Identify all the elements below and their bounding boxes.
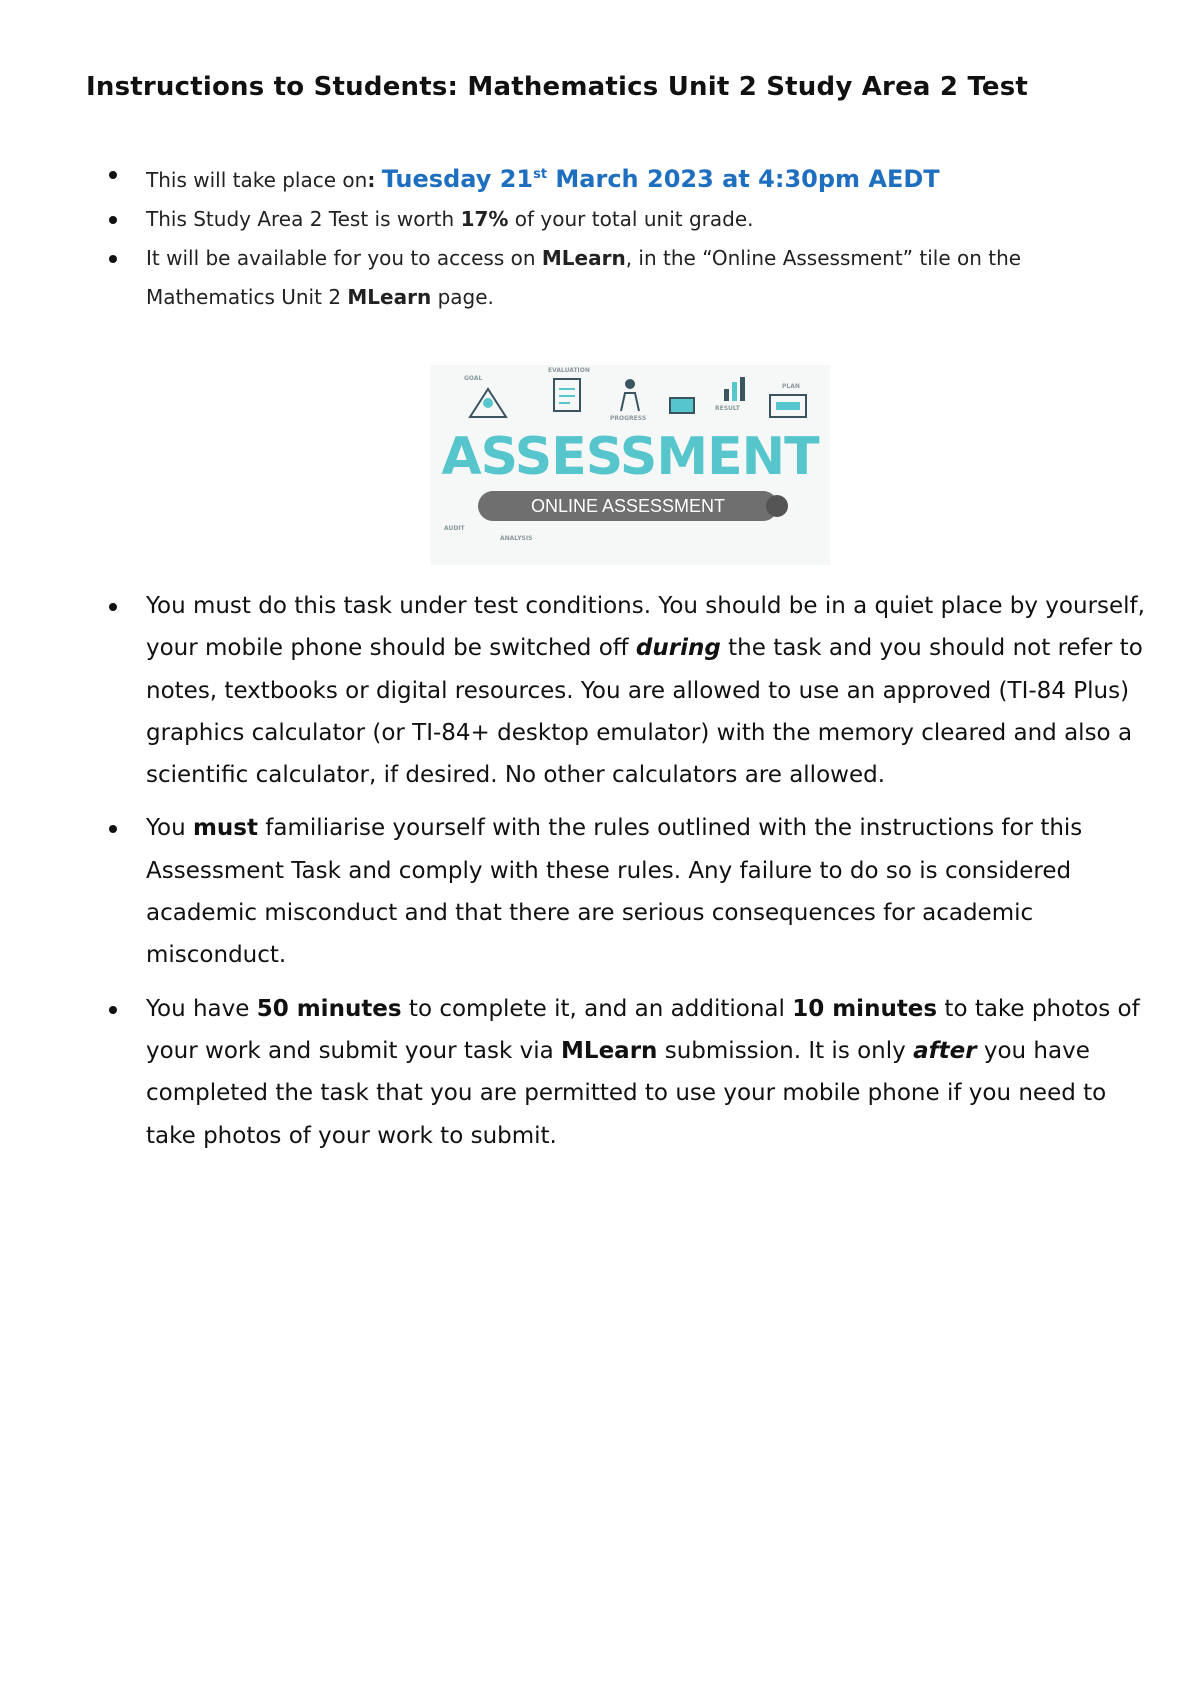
banner-label-audit: AUDIT (444, 525, 465, 532)
banner-label-goal: GOAL (464, 375, 483, 382)
schedule-list (106, 155, 1136, 317)
clipboard-icon (550, 375, 584, 413)
banner-dot-icon (766, 495, 788, 517)
banner-label-analysis: ANALYSIS (500, 535, 533, 542)
banner-label-result: RESULT (715, 405, 740, 412)
list-item-rules: You must familiarise yourself with the rules outlined with the instructions for this Assessment Task and comply with these rules. Any failure to do so is considered academic misconduct and that there are serious consequences for academic misconduct. (106, 807, 1146, 976)
list-item-date: This will take place on: Tuesday 21st March 2023 at 4:30pm AEDT (106, 155, 1136, 200)
test-date: Tuesday 21st March 2023 at 4:30pm AEDT (381, 165, 940, 193)
banner-word: ASSESSMENT (441, 427, 819, 487)
briefcase-icon (668, 393, 696, 415)
assessment-banner-image (430, 365, 830, 565)
bar-chart-icon (720, 373, 750, 403)
list-item-conditions: You must do this task under test conditions. You should be in a quiet place by yourself, your mobile phone should be switched off during the task and you should not refer to notes, textbooks or digital resources. You are allowed to use an approved (TI-84 Plus) graphics calculator (or TI-84+ desktop emulator) with the memory cleared and also a scientific calculator, if desired. No other calculators are allowed. (106, 585, 1146, 796)
banner-label-progress: PROGRESS (610, 415, 647, 422)
banner-label-evaluation: EVALUATION (548, 367, 590, 374)
page-title: Instructions to Students: Mathematics Unit 2 Study Area 2 Test (86, 72, 1029, 102)
list-item-weight: This Study Area 2 Test is worth 17% of your total unit grade. (106, 200, 1136, 239)
banner-pill: ONLINE ASSESSMENT (478, 491, 778, 521)
rules-list (106, 585, 1146, 1168)
person-icon (615, 377, 645, 413)
list-item-timing: You have 50 minutes to complete it, and an additional 10 minutes to take photos of your work and submit your task via MLearn submission. It is only after you have completed the task that you are permitted to use your mobile phone if you need to take photos of your work to submit. (106, 988, 1146, 1157)
banner-label-plan: PLAN (782, 383, 800, 390)
goal-icon (466, 385, 510, 421)
board-icon (768, 393, 808, 421)
list-item-access: It will be available for you to access on MLearn, in the “Online Assessment” tile on the Mathematics Unit 2 MLearn page. (106, 239, 1136, 317)
